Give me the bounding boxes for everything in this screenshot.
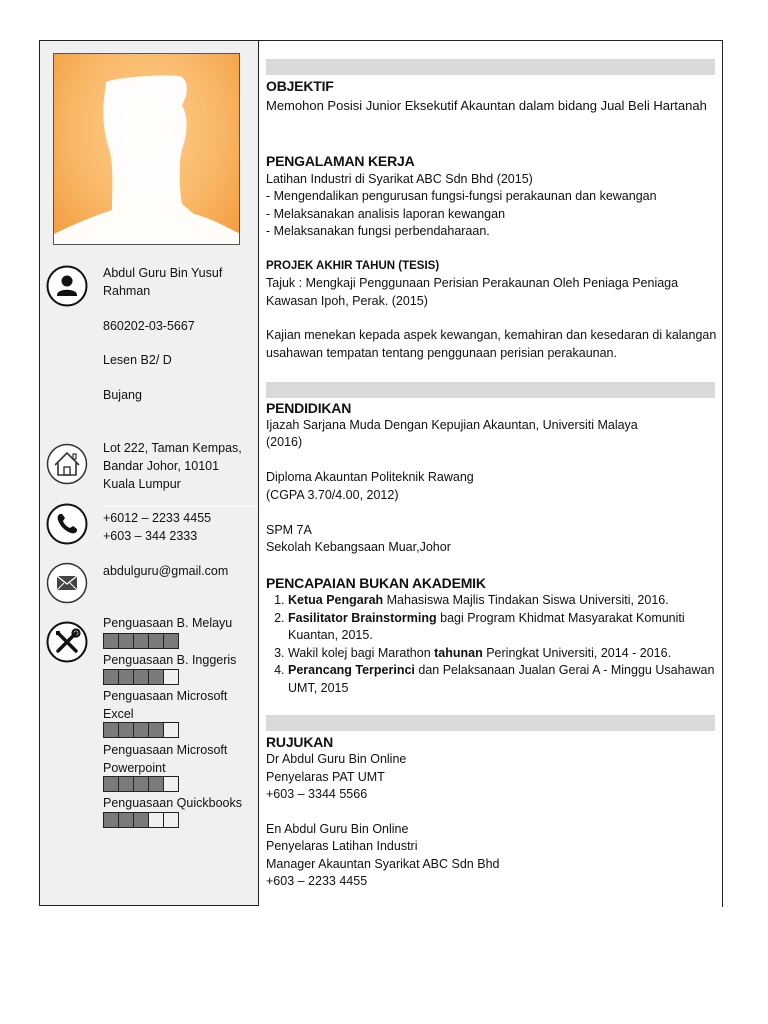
profile-license: Lesen B2/ D: [103, 353, 172, 367]
skill-segment: [133, 722, 149, 738]
education-school: Sekolah Kebangsaan Muar,Johor: [266, 540, 451, 554]
skill-segment: [163, 633, 179, 649]
skill-segment: [148, 722, 164, 738]
person-icon: [46, 265, 88, 307]
project-heading: PROJEK AKHIR TAHUN (TESIS): [266, 260, 440, 272]
experience-line: - Melaksanakan fungsi perbendaharaan.: [266, 224, 490, 238]
skill-segment: [103, 633, 119, 649]
skill-segment: [163, 669, 179, 685]
education-diploma-detail: (CGPA 3.70/4.00, 2012): [266, 488, 399, 502]
education-degree-year: (2016): [266, 435, 303, 449]
experience-line: - Melaksanakan analisis laporan kewangan: [266, 207, 506, 221]
skill-bar: [103, 776, 179, 792]
skill-segment: [163, 722, 179, 738]
envelope-icon: [46, 562, 88, 604]
silhouette-icon: [54, 54, 240, 245]
experience-line: - Mengendalikan pengurusan fungsi-fungsi perakaunan dan kewangan: [266, 189, 657, 203]
skill-segment: [133, 669, 149, 685]
experience-line: Latihan Industri di Syarikat ABC Sdn Bhd (2015): [266, 172, 533, 186]
objective-text: Memohon Posisi Junior Eksekutif Akauntan dalam bidang Jual Beli Hartanah: [266, 98, 707, 113]
skill-segment: [133, 812, 149, 828]
skill-segment: [163, 812, 179, 828]
skill-segment: [118, 812, 134, 828]
list-item: 4. Perancang Terperinci dan Pelaksanaan Jualan Gerai A - Minggu Usahawan UMT, 2015: [288, 662, 718, 697]
achievements-heading: PENCAPAIAN BUKAN AKADEMIK: [266, 575, 486, 591]
profile-phone-1: +6012 – 2233 4455: [103, 511, 212, 525]
education-diploma: Diploma Akauntan Politeknik Rawang: [266, 470, 474, 484]
skill-segment: [148, 669, 164, 685]
skill-label: Penguasaan B. Melayu: [103, 616, 233, 630]
profile-status: Bujang: [103, 388, 142, 402]
reference-line: Dr Abdul Guru Bin Online: [266, 752, 407, 766]
skill-segment: [163, 776, 179, 792]
skill-segment: [148, 633, 164, 649]
project-description: Kajian menekan kepada aspek kewangan, kemahiran dan kesedaran di kalangan usahawan tempatan tentang penggunaan perisian perakaunan.: [266, 328, 717, 360]
phone-icon: [46, 503, 88, 545]
references-heading: RUJUKAN: [266, 734, 334, 750]
profile-email[interactable]: abdulguru@gmail.com: [103, 564, 229, 578]
achievements-list: [266, 592, 718, 697]
skill-segment: [118, 633, 134, 649]
section-band: [266, 715, 715, 731]
reference-line: +603 – 2233 4455: [266, 874, 368, 888]
separator: [103, 506, 258, 507]
skill-bar: [103, 812, 179, 828]
project-title: Tajuk : Mengkaji Penggunaan Perisian Perakaunan Oleh Peniaga Peniaga Kawasan Ipoh, Perak. (2015): [266, 276, 679, 308]
skill-bar: [103, 669, 179, 685]
skill-segment: [118, 722, 134, 738]
education-heading: PENDIDIKAN: [266, 400, 352, 416]
home-icon: [46, 443, 88, 485]
skill-segment: [103, 669, 119, 685]
reference-line: Penyelaras Latihan Industri: [266, 839, 418, 853]
skill-segment: [103, 776, 119, 792]
list-item: 1. Ketua Pengarah Mahasiswa Majlis Tindakan Siswa Universiti, 2016.: [288, 592, 718, 610]
profile-address: Lot 222, Taman Kempas, Bandar Johor, 10101 Kuala Lumpur: [103, 441, 242, 491]
profile-photo-placeholder: [53, 53, 240, 245]
skill-segment: [133, 633, 149, 649]
education-degree: Ijazah Sarjana Muda Dengan Kepujian Akauntan, Universiti Malaya: [266, 418, 638, 432]
reference-line: Manager Akauntan Syarikat ABC Sdn Bhd: [266, 857, 500, 871]
skill-label: Penguasaan Microsoft Excel: [103, 689, 228, 721]
skill-label: Penguasaan Quickbooks: [103, 796, 242, 810]
skill-segment: [133, 776, 149, 792]
reference-line: En Abdul Guru Bin Online: [266, 822, 409, 836]
skill-segment: [103, 722, 119, 738]
skill-segment: [148, 776, 164, 792]
skill-segment: [118, 669, 134, 685]
right-border: [722, 40, 723, 907]
top-border: [259, 40, 723, 41]
education-spm: SPM 7A: [266, 523, 312, 537]
section-band: [266, 59, 715, 75]
skill-label: Penguasaan B. Inggeris: [103, 653, 237, 667]
skill-segment: [118, 776, 134, 792]
skill-segment: [103, 812, 119, 828]
list-item: 2. Fasilitator Brainstorming bagi Program Khidmat Masyarakat Komuniti Kuantan, 2015.: [288, 610, 718, 645]
profile-name: Abdul Guru Bin Yusuf Rahman: [103, 266, 223, 298]
list-item: 3. Wakil kolej bagi Marathon tahunan Peringkat Universiti, 2014 - 2016.: [288, 645, 718, 663]
skill-label: Penguasaan Microsoft Powerpoint: [103, 743, 228, 775]
objective-heading: OBJEKTIF: [266, 78, 334, 94]
reference-line: Penyelaras PAT UMT: [266, 770, 385, 784]
skill-bar: [103, 633, 179, 649]
tools-icon: [46, 621, 88, 663]
skill-bar: [103, 722, 179, 738]
profile-ic: 860202-03-5667: [103, 319, 195, 333]
experience-heading: PENGALAMAN KERJA: [266, 153, 415, 169]
skill-segment: [148, 812, 164, 828]
profile-phone-2: +603 – 344 2333: [103, 529, 198, 543]
reference-line: +603 – 3344 5566: [266, 787, 368, 801]
section-band: [266, 382, 715, 398]
